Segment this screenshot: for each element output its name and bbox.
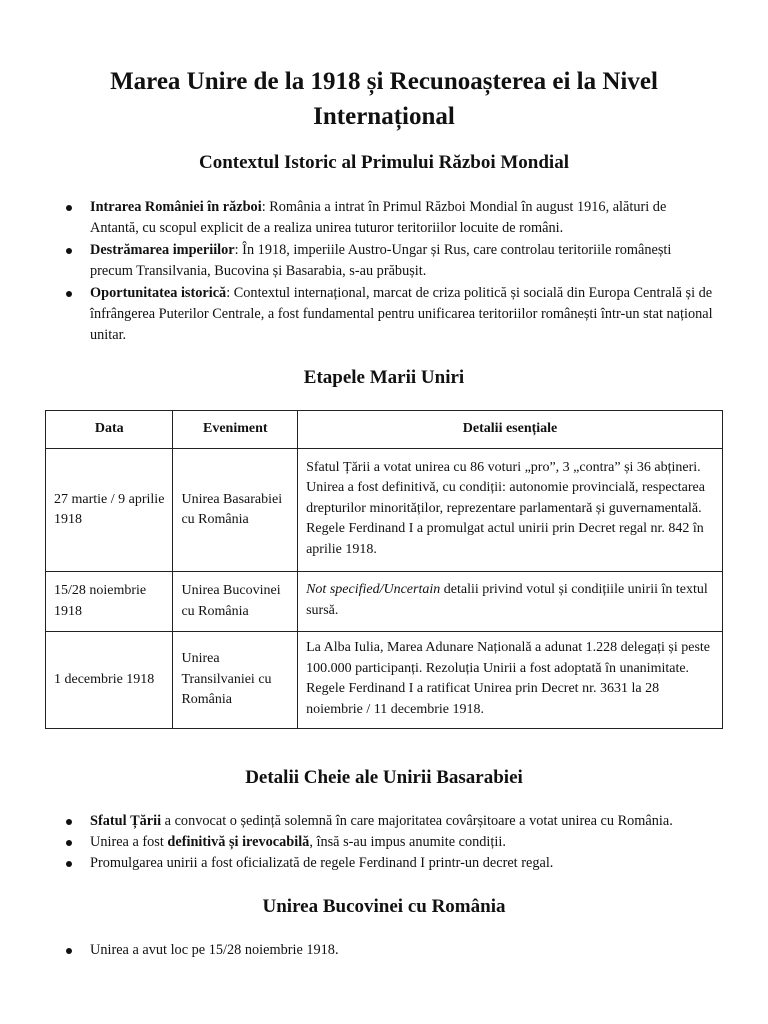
section-heading-stages: Etapele Marii Uniri: [303, 367, 465, 388]
bullet-icon: [66, 819, 72, 825]
section-heading-context: Contextul Istoric al Primului Război Mondial: [199, 152, 569, 173]
cell-event: Unirea Bucovinei cu România: [173, 572, 298, 632]
list-item: [0, 811, 768, 832]
list-item-bold: definitivă și irevocabilă: [167, 834, 310, 850]
section-heading-basarabia-details: Detalii Cheie ale Unirii Basarabiei: [245, 767, 523, 788]
list-item-bold: Oportunitatea istorică: [90, 285, 227, 301]
bullet-icon: [66, 861, 72, 867]
basarabia-bullet-list: [0, 811, 768, 874]
column-header-date: Data: [46, 411, 173, 449]
bucovina-bullet-list: [0, 940, 768, 961]
list-item-bold: Intrarea României în război: [90, 199, 262, 215]
cell-details: [298, 572, 723, 632]
table-row: [46, 449, 723, 572]
section-heading-bucovina: Unirea Bucovinei cu România: [262, 896, 506, 917]
cell-date: 27 martie / 9 aprilie 1918: [46, 449, 173, 572]
list-item: [0, 940, 768, 961]
bullet-icon: [66, 205, 72, 211]
bullet-icon: [66, 248, 72, 254]
list-item-text: a convocat o ședință solemnă în care majoritatea covârșitoare a votat unirea cu România.: [161, 813, 673, 829]
bullet-icon: [66, 840, 72, 846]
list-item-text: : În 1918, imperiile Austro-Ungar și Rus, care controlau teritoriile românești precum Transilvania, Bucovina și Basarabia, s-au prăbușit.: [90, 242, 672, 279]
list-item-bold: Destrămarea imperiilor: [90, 242, 235, 258]
column-header-event: Eveniment: [173, 411, 298, 449]
cell-details-text: Sfatul Țării a votat unirea cu 86 voturi „pro”, 3 „contra” și 36 abțineri. Unirea a fost definitivă, cu condiții: autonomie provincială, respectarea drepturilor minorităților, reprezentare parlamentară și guvernamentală. Regele Ferdinand I a promulgat actul unirii prin Decret regal nr. 842 în aprilie 1918.: [306, 459, 705, 557]
list-item: [0, 853, 768, 874]
list-item-text: : România a intrat în Primul Război Mondial în august 1916, alături de Antantă, cu scopul explicit de a realiza unirea tuturor teritoriilor locuite de români.: [90, 199, 667, 236]
list-item-text: : Contextul internațional, marcat de criza politică și socială din Europa Centrală și de înfrângerea Puterilor Centrale, a fost fundamental pentru unificarea teritoriilor românești într-un stat național unitar.: [90, 285, 713, 343]
cell-date: 15/28 noiembrie 1918: [46, 572, 173, 632]
list-item-pre: Unirea a fost: [90, 834, 168, 850]
context-bullet-list: [0, 197, 768, 346]
list-item-pre: Promulgarea unirii a fost oficializată de regele Ferdinand I printr-un decret regal.: [90, 855, 554, 871]
column-header-details: Detalii esențiale: [298, 411, 723, 449]
bullet-icon: [66, 948, 72, 954]
table-header-row: [46, 411, 723, 449]
cell-details-text: detalii privind votul și condițiile unirii în textul sursă.: [306, 582, 708, 618]
stages-table: [45, 410, 723, 729]
list-item-text: , însă s-au impus anumite condiții.: [309, 834, 506, 850]
cell-details-text: La Alba Iulia, Marea Adunare Națională a adunat 1.228 delegați și peste 100.000 participanți. Rezoluția Unirii a fost adoptată în unanimitate. Regele Ferdinand I a ratificat Unirea prin Decret nr. 3631 la 28 noiembrie / 11 decembrie 1918.: [306, 640, 711, 717]
list-item-bold: Sfatul Țării: [90, 813, 162, 829]
cell-event: Unirea Basarabiei cu România: [173, 449, 298, 572]
list-item: [0, 240, 768, 282]
table-row: [46, 632, 723, 729]
list-item-text: Unirea a avut loc pe 15/28 noiembrie 1918.: [90, 942, 339, 958]
list-item: [0, 283, 768, 346]
table-row: [46, 572, 723, 632]
cell-event: Unirea Transilvaniei cu România: [173, 632, 298, 729]
list-item: [0, 197, 768, 239]
cell-details: [298, 449, 723, 572]
cell-date: 1 decembrie 1918: [46, 632, 173, 729]
list-item: [0, 832, 768, 853]
bullet-icon: [66, 291, 72, 297]
cell-details: [298, 632, 723, 729]
document-title: Marea Unire de la 1918 și Recunoașterea ei la Nivel Internațional: [110, 68, 658, 130]
cell-details-italic: Not specified/Uncertain: [306, 582, 441, 597]
